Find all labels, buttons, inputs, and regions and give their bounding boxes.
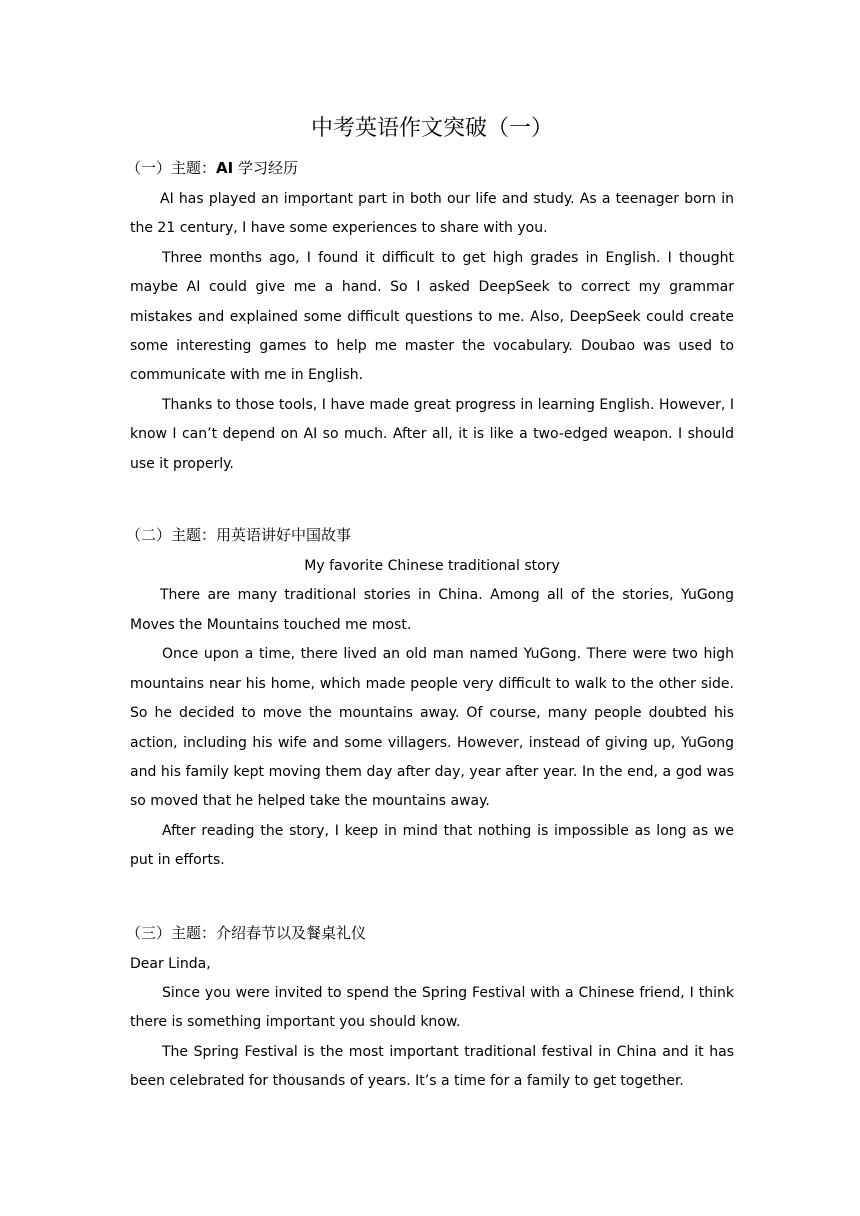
- section-2-paragraph-2: Once upon a time, there lived an old man named YuGong. There were two high mountains near his home, which made people very difficult to walk to the other side. So he decided to move the mountains away. Of course, many people doubted his action, including his wife and some villagers. However, instead of giving up, YuGong and his family kept moving them day after day, year after year. In the end, a god was so moved that he helped take the mountains away.: [130, 646, 734, 810]
- section-2-paragraph-3: After reading the story, I keep in mind that nothing is impossible as long as we put in efforts.: [130, 822, 734, 869]
- section-2-subtitle: My favorite Chinese traditional story: [304, 558, 560, 575]
- section-1-heading: [126, 156, 734, 180]
- document-title: 中考英语作文突破（一）: [310, 116, 553, 141]
- section-1-paragraph-3: Thanks to those tools, I have made great progress in learning English. However, I know I can’t depend on AI so much. After all, it is like a two-edged weapon. I should use it properly.: [130, 396, 734, 472]
- section-1-heading-ai: AI: [216, 159, 234, 177]
- section-1-heading-prefix: （一）主题：: [126, 159, 217, 177]
- section-3-paragraph-2: The Spring Festival is the most important traditional festival in China and it has been celebrated for thousands of years. It’s a time for a family to get together.: [130, 1043, 734, 1090]
- section-spacer: [130, 479, 734, 523]
- section-2-heading: （二）主题：用英语讲好中国故事: [126, 526, 352, 545]
- section-1-paragraph-2: Three months ago, I found it difficult to get high grades in English. I thought maybe AI could give me a hand. So I asked DeepSeek to correct my grammar mistakes and explained some difficult questions to me. Also, DeepSeek could create some interesting games to help me master the vocabulary. Doubao was used to communicate with me in English.: [130, 249, 734, 384]
- section-1-heading-suffix: 学习经历: [233, 159, 298, 177]
- section-spacer: [130, 876, 734, 921]
- section-2-paragraph-1: There are many traditional stories in China. Among all of the stories, YuGong Moves the Mountains touched me most.: [130, 587, 734, 633]
- section-3-greeting: Dear Linda,: [130, 955, 211, 972]
- section-3-paragraph-1: Since you were invited to spend the Spring Festival with a Chinese friend, I think there is something important you should know.: [130, 984, 734, 1031]
- section-3-heading: （三）主题：介绍春节以及餐桌礼仪: [126, 923, 367, 942]
- section-1-paragraph-1: AI has played an important part in both our life and study. As a teenager born in the 21 century, I have some experiences to share with you.: [130, 191, 734, 237]
- document-content: [126, 112, 734, 1097]
